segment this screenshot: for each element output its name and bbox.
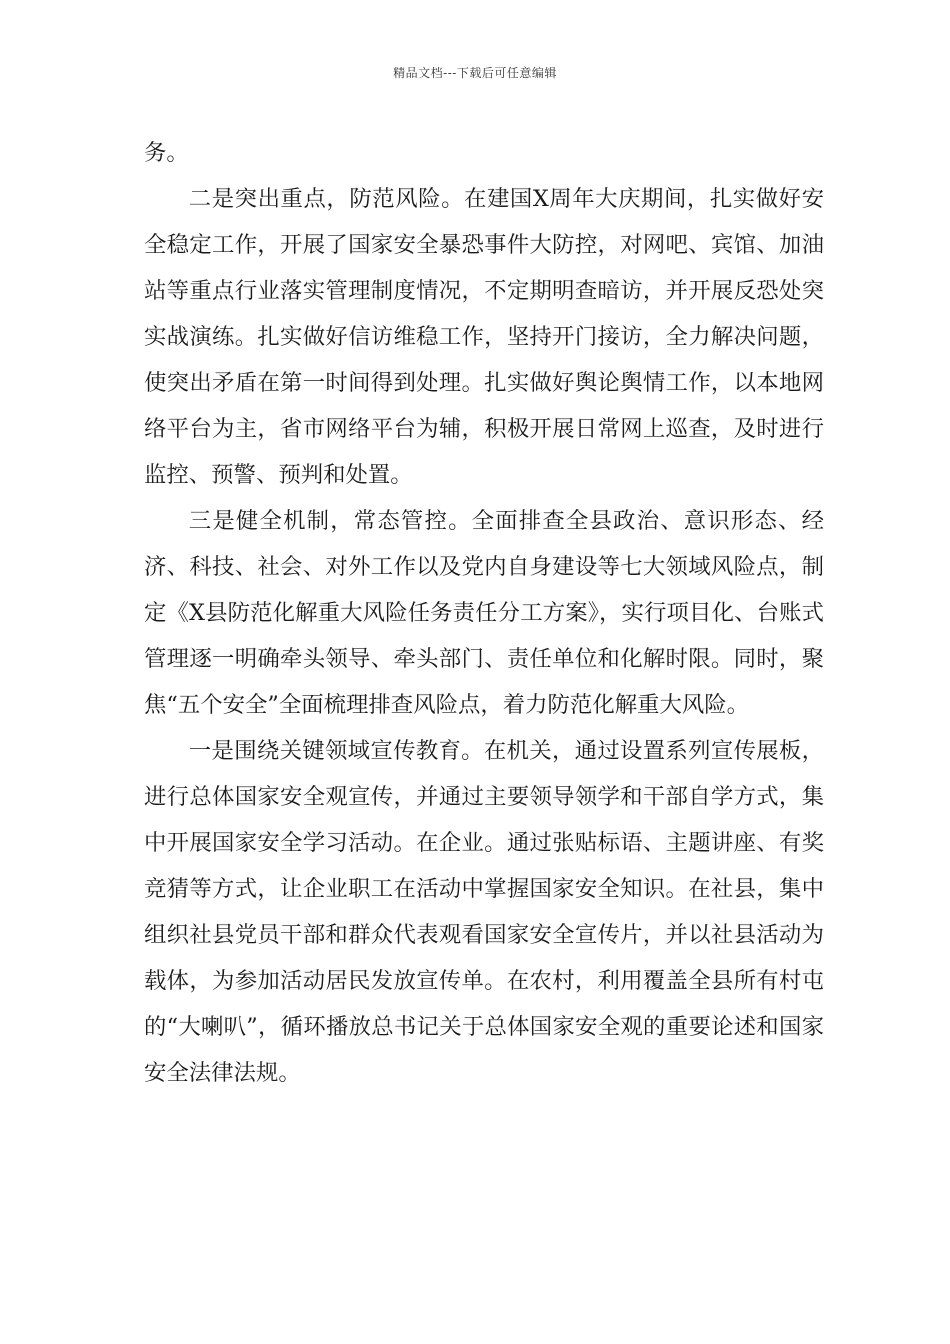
paragraph-continuation: 务。: [144, 140, 189, 166]
paragraph-focus-risk: 二是突出重点，防范风险。在建国X周年大庆期间，扎实做好安全稳定工作，开展了国家安全暴恐事件大防控，对网吧、宾馆、加油站等重点行业落实管理制度情况，不定期明查暗访，并开展反恐处突实战演练。扎实做好信访维稳工作，坚持开门接访，全力解决问题，使突出矛盾在第一时间得到处理。扎实做好舆论舆情工作，以本地网络平台为主，省市网络平台为辅，积极开展日常网上巡查，及时进行监控、预警、预判和处置。: [144, 186, 824, 488]
paragraph-mechanism: 三是健全机制，常态管控。全面排查全县政治、意识形态、经济、科技、社会、对外工作以及党内自身建设等七大领域风险点，制定《X县防范化解重大风险任务责任分工方案》，实行项目化、台账式管理逐一明确牵头领导、牵头部门、责任单位和化解时限。同时，聚焦“五个安全”全面梳理排查风险点，着力防范化解重大风险。: [144, 508, 824, 718]
page-header: 精品文档---下载后可任意编辑: [393, 66, 557, 80]
document-body: [144, 130, 824, 1096]
paragraph-education: 一是围绕关键领域宣传教育。在机关，通过设置系列宣传展板，进行总体国家安全观宣传，并通过主要领导领学和干部自学方式，集中开展国家安全学习活动。在企业。通过张贴标语、主题讲座、有奖竞猜等方式，让企业职工在活动中掌握国家安全知识。在社县，集中组织社县党员干部和群众代表观看国家安全宣传片，并以社县活动为载体，为参加活动居民发放宣传单。在农村，利用覆盖全县所有村屯的“大喇叭”，循环播放总书记关于总体国家安全观的重要论述和国家安全法律法规。: [144, 738, 824, 1086]
